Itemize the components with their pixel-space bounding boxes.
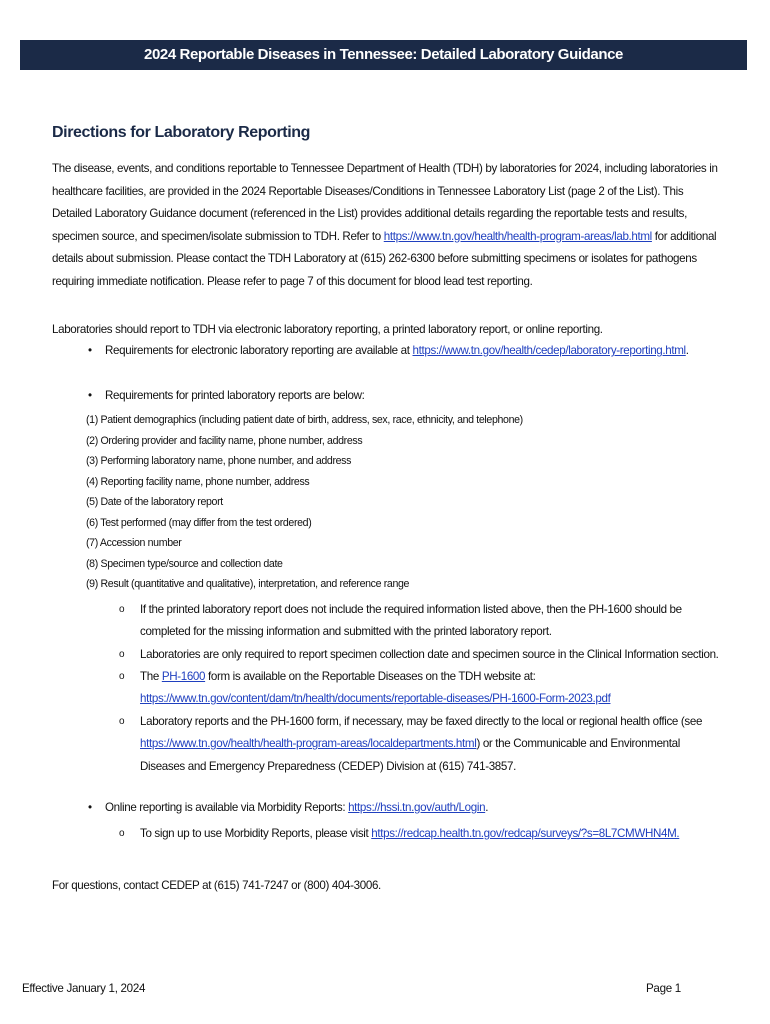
sub-bullet-text: The: [140, 670, 162, 683]
bullet-electronic-text: Requirements for electronic laboratory reporting are available at: [105, 344, 413, 357]
requirement-item: (4) Reporting facility name, phone number, address: [86, 475, 310, 488]
sub-bullet-text: Laboratory reports and the PH-1600 form, if necessary, may be faxed directly to the local or regional health office (see: [140, 715, 703, 728]
sub-bullet-text: ) or the Communicable and Environmental Diseases and Emergency Preparedness (CEDEP) Division at (615) 741-3857.: [140, 737, 680, 773]
ph1600-link[interactable]: PH-1600: [161, 670, 206, 683]
title-banner: [20, 40, 747, 70]
sub-bullet-text: To sign up to use Morbidity Reports, please visit: [140, 827, 372, 840]
requirement-item: (1) Patient demographics (including patient date of birth, address, sex, race, ethnicity, and telephone): [86, 414, 523, 426]
bullet-electronic-end: .: [685, 344, 689, 357]
requirement-item: (2) Ordering provider and facility name, phone number, address: [86, 434, 363, 447]
bullet-printed-text: Requirements for printed laboratory reports are below:: [105, 389, 365, 402]
reporting-methods-text: Laboratories should report to TDH via electronic laboratory reporting, a printed laboratory report, or online reporting.: [52, 323, 603, 336]
electronic-reporting-link[interactable]: https://www.tn.gov/health/cedep/laboratory-reporting.html: [412, 344, 686, 357]
bullet-online-end: .: [485, 801, 489, 814]
sub-bullet-clinical-info: [119, 644, 719, 666]
requirement-item: (9) Result (quantitative and qualitative), interpretation, and reference range: [86, 578, 410, 590]
bullet-dot-icon: •: [88, 344, 92, 357]
morbidity-reports-login-link[interactable]: https://hssi.tn.gov/auth/Login: [348, 801, 486, 814]
local-departments-link[interactable]: https://www.tn.gov/health/health-program-areas/localdepartments.html: [140, 737, 477, 751]
sub-bullet-text: form is available on the Reportable Diseases on the TDH website at:: [205, 670, 536, 683]
intro-text-2: for additional details about submission. Please contact the TDH Laboratory at (615) 262-6300 before submitting specimens or isolates for pathogens requiring immediate notification. Please refer to page 7 of this document for blood lead test reporting.: [52, 229, 717, 288]
bullet-online-text: Online reporting is available via Morbidity Reports:: [105, 801, 349, 814]
sub-bullet-text: Laboratories are only required to report specimen collection date and specimen source in the Clinical Information section.: [140, 648, 719, 661]
requirement-item: (6) Test performed (may differ from the test ordered): [86, 516, 312, 529]
circle-bullet-icon: o: [119, 649, 125, 660]
circle-bullet-icon: o: [119, 671, 125, 682]
circle-bullet-icon: o: [119, 716, 125, 727]
section-heading: Directions for Laboratory Reporting: [52, 124, 311, 141]
ph1600-form-url-link[interactable]: https://www.tn.gov/content/dam/tn/health/documents/reportable-diseases/PH-1600-Form-2023.pdf: [140, 692, 611, 706]
bullet-dot-icon: •: [88, 389, 92, 402]
requirements-list: [86, 410, 523, 595]
footer-page-number: Page 1: [646, 982, 681, 995]
sub-bullet-fax: [119, 711, 719, 778]
intro-text-1: The disease, events, and conditions reportable to Tennessee Department of Health (TDH) by laboratories for 2024, including laboratories in healthcare facilities, are provided in the 2024 Reportable Diseases/Conditions in Tennessee Laboratory List (page 2 of the List). This Detailed Laboratory Guidance document (referenced in the List) provides additional details regarding the reportable tests and results, specimen source, and specimen/isolate submission to TDH. Refer to: [52, 162, 718, 243]
footer-effective-date: Effective January 1, 2024: [22, 982, 146, 995]
circle-bullet-icon: o: [119, 604, 125, 615]
intro-paragraph: [52, 158, 722, 294]
redcap-signup-link[interactable]: https://redcap.health.tn.gov/redcap/surveys/?s=8L7CMWHN4M.: [371, 827, 680, 840]
document-title: 2024 Reportable Diseases in Tennessee: Detailed Laboratory Guidance: [144, 46, 623, 63]
contact-text: For questions, contact CEDEP at (615) 741-7247 or (800) 404-3006.: [52, 879, 381, 892]
lab-submission-link[interactable]: https://www.tn.gov/health/health-program-areas/lab.html: [383, 229, 652, 243]
sub-bullet-text: If the printed laboratory report does not include the required information listed above, then the PH-1600 should be completed for the missing information and submitted with the printed laboratory report.: [140, 603, 682, 639]
bullet-dot-icon: •: [88, 801, 92, 814]
requirement-item: (5) Date of the laboratory report: [86, 496, 223, 508]
requirement-item: (7) Accession number: [86, 537, 182, 549]
sub-bullet-missing-info: [119, 599, 719, 644]
requirement-item: (8) Specimen type/source and collection date: [86, 557, 283, 570]
circle-bullet-icon: o: [119, 828, 125, 839]
requirement-item: (3) Performing laboratory name, phone number, and address: [86, 455, 352, 467]
sub-bullet-signup: [119, 823, 719, 845]
sub-bullet-ph1600: [119, 666, 719, 711]
